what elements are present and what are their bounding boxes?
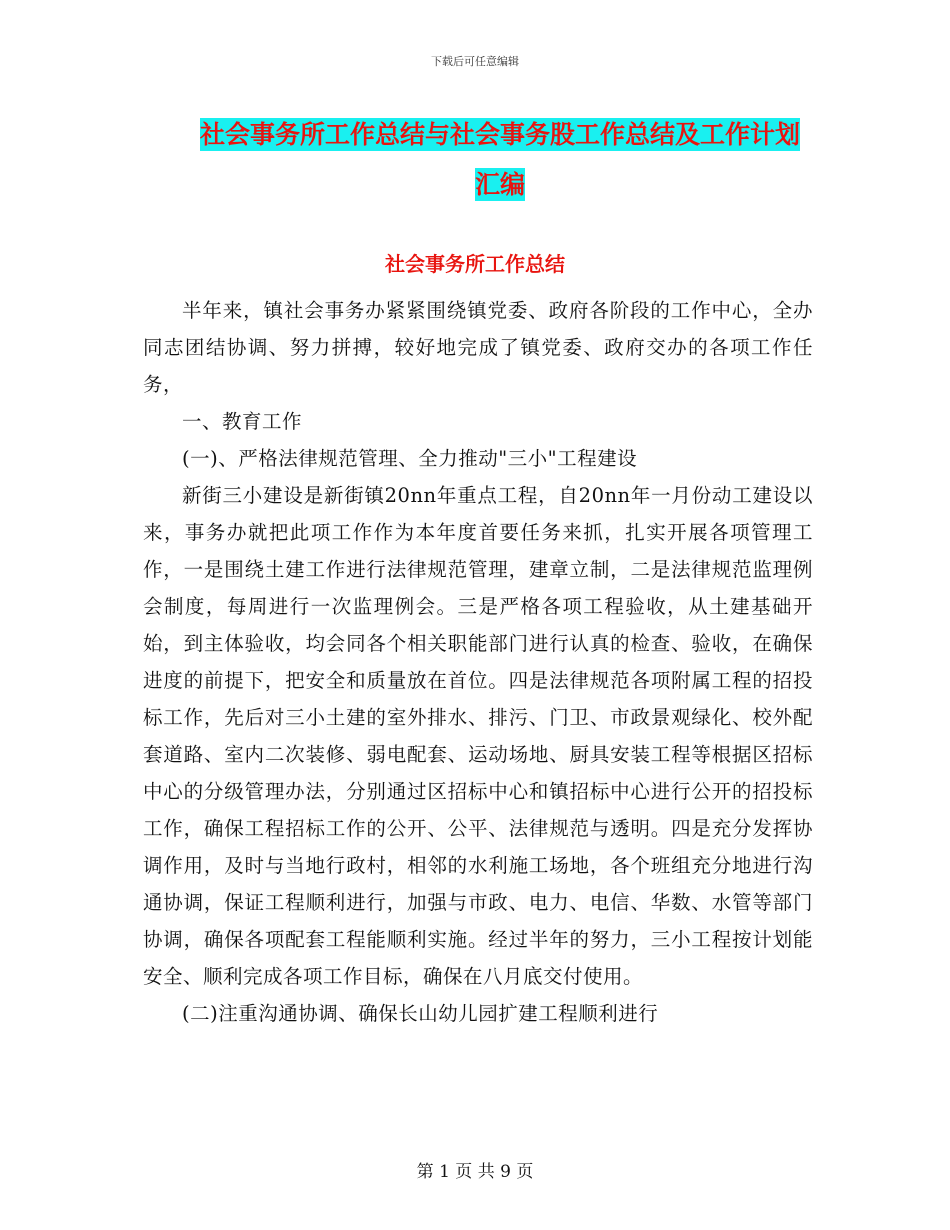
section-title: 社会事务所工作总结 (385, 252, 565, 276)
paragraph-subheading-1: (一)、严格法律规范管理、全力推动"三小"工程建设 (182, 447, 638, 470)
page-footer: 第 1 页 共 9 页 (416, 1162, 534, 1182)
document-title (190, 110, 810, 210)
paragraph-body-1: 新街三小建设是新街镇20nn年重点工程，自20nn年一月份动工建设以来，事务办就把此项工作作为本年度首要任务来抓，扎实开展各项管理工作，一是围绕土建工作进行法律规范管理，建章立制，二是法律规范监理例会制度，每周进行一次监理例会。三是严格各项工程验收，从土建基础开始，到主体验收，均会同各个相关职能部门进行认真的检查、验收，在确保进度的前提下，把安全和质量放在首位。四是法律规范各项附属工程的招投标工作，先后对三小土建的室外排水、排污、门卫、市政景观绿化、校外配套道路、室内二次装修、弱电配套、运动场地、厨具安装工程等根据区招标中心的分级管理办法，分别通过区招标中心和镇招标中心进行公开的招投标工作，确保工程招标工作的公开、公平、法律规范与透明。四是充分发挥协调作用，及时与当地行政村，相邻的水利施工场地，各个班组充分地进行沟通协调，保证工程顺利进行，加强与市政、电力、电信、华数、水管等部门协调，确保各项配套工程能顺利实施。经过半年的努力，三小工程按计划能安全、顺利完成各项工作目标，确保在八月底交付使用。 (143, 484, 813, 988)
document-body (143, 292, 813, 1032)
paragraph-subheading-2: (二)注重沟通协调、确保长山幼儿园扩建工程顺利进行 (182, 1002, 659, 1025)
header-note: 下载后可任意编辑 (431, 55, 519, 68)
paragraph-intro: 半年来，镇社会事务办紧紧围绕镇党委、政府各阶段的工作中心，全办同志团结协调、努力拼搏，较好地完成了镇党委、政府交办的各项工作任务， (143, 299, 813, 396)
document-title-text: 社会事务所工作总结与社会事务股工作总结及工作计划汇编 (199, 120, 800, 199)
paragraph-heading-education: 一、教育工作 (182, 410, 303, 433)
